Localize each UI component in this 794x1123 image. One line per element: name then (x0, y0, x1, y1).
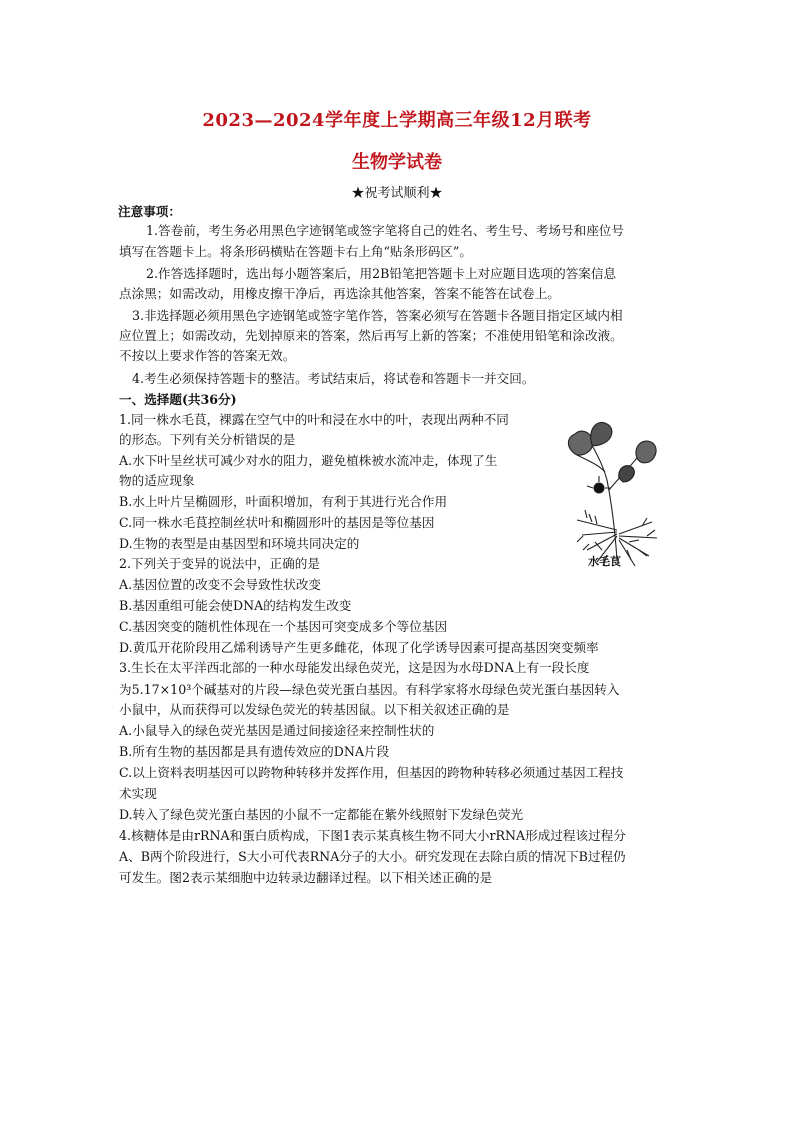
notice-item-4: 4.考生必须保持答题卡的整洁。考试结束后，将试卷和答题卡一并交回。 (132, 371, 535, 386)
notice-item-1-line-1: 1.答卷前，考生务必用黑色字迹钢笔或签字笔将自己的姓名、考生号、考场号和座位号 (146, 223, 624, 238)
q3-stem-line-3: 小鼠中，从而获得可以发绿色荧光的转基因鼠。以下相关叙述正确的是 (119, 702, 510, 717)
q2-stem: 2.下列关于变异的说法中，正确的是 (119, 556, 320, 571)
exam-subtitle: 生物学试卷 (352, 152, 442, 173)
good-luck-line: ★祝考试顺利★ (351, 186, 443, 201)
figure-caption: 水毛茛 (588, 555, 621, 568)
q1-option-a-line-2: 物的适应现象 (119, 473, 195, 488)
q3-option-c-line-1: C.以上资料表明基因可以跨物种转移并发挥作用，但基因的跨物种转移必须通过基因工程技 (119, 765, 624, 780)
q3-option-d: D.转入了绿色荧光蛋白基因的小鼠不一定都能在紫外线照射下发绿色荧光 (119, 807, 524, 822)
notice-item-1-line-2: 填写在答题卡上。将条形码横贴在答题卡右上角“贴条形码区”。 (119, 244, 472, 259)
q4-stem-line-2: A、B两个阶段进行，S大小可代表RNA分子的大小。研究发现在去除白质的情况下B过程仍 (119, 849, 626, 864)
q4-stem-line-1: 4.核糖体是由rRNA和蛋白质构成，下图1表示某真核生物不同大小rRNA形成过程该过程分 (119, 828, 626, 843)
q2-option-d: D.黄瓜开花阶段用乙烯利诱导产生更多雌花，体现了化学诱导因素可提高基因突变频率 (119, 640, 599, 655)
q1-stem-line-2: 的形态。下列有关分析错误的是 (119, 432, 296, 447)
notice-heading: 注意事项： (118, 204, 181, 219)
exam-title: 2023—2024学年度上学期高三年级12月联考 (202, 110, 592, 131)
q1-option-a-line-1: A.水下叶呈丝状可减少对水的阻力，避免植株被水流冲走，体现了生 (119, 453, 498, 468)
q3-option-b: B.所有生物的基因都是具有遗传效应的DNA片段 (119, 744, 390, 759)
q2-option-b: B.基因重组可能会使DNA的结构发生改变 (119, 598, 352, 613)
q3-stem-line-1: 3.生长在太平洋西北部的一种水母能发出绿色荧光，这是因为水母DNA上有一段长度 (119, 660, 590, 675)
q1-stem-line-1: 1.同一株水毛茛，裸露在空气中的叶和浸在水中的叶，表现出两种不同 (119, 412, 509, 427)
notice-item-2-line-2: 点涂黑；如需改动，用橡皮擦干净后，再选涂其他答案，答案不能答在试卷上。 (119, 286, 560, 301)
q2-option-c: C.基因突变的随机性体现在一个基因可突变成多个等位基因 (119, 619, 448, 634)
q1-option-b: B.水上叶片呈椭圆形，叶面积增加，有利于其进行光合作用 (119, 494, 448, 509)
notice-item-3-line-1: 3.非选择题必须用黑色字迹钢笔或签字笔作答，答案必须写在答题卡各题目指定区域内相 (132, 308, 623, 323)
q2-option-a: A.基因位置的改变不会导致性状改变 (119, 577, 322, 592)
q3-stem-line-2: 为5.17×10³个碱基对的片段—绿色荧光蛋白基因。有科学家将水母绿色荧光蛋白基因转入 (119, 682, 620, 697)
notice-item-3-line-3: 不按以上要求作答的答案无效。 (119, 348, 296, 363)
q1-option-c: C.同一株水毛茛控制丝状叶和椭圆形叶的基因是等位基因 (119, 515, 435, 530)
section-heading: 一、选择题(共36分) (119, 392, 237, 407)
q1-option-d: D.生物的表型是由基因型和环境共同决定的 (119, 536, 360, 551)
notice-item-3-line-2: 应位置上；如需改动，先划掉原来的答案，然后再写上新的答案；不准使用铅笔和涂改液。 (119, 328, 623, 343)
water-buttercup-illustration (557, 410, 667, 570)
q4-stem-line-3: 可发生。图2表示某细胞中边转录边翻译过程。以下相关述正确的是 (119, 870, 493, 885)
q3-option-a: A.小鼠导入的绿色荧光基因是通过间接途径来控制性状的 (119, 723, 435, 738)
q3-option-c-line-2: 术实现 (119, 786, 157, 801)
notice-item-2-line-1: 2.作答选择题时，选出每小题答案后，用2B铅笔把答题卡上对应题目选项的答案信息 (146, 266, 617, 281)
